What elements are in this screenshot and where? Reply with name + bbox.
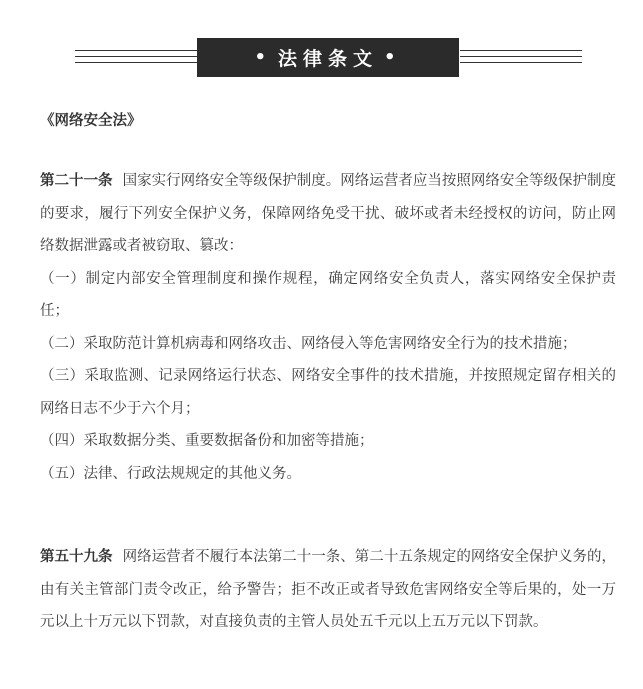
- article-21-item-3: （三）采取监测、记录网络运行状态、网络安全事件的技术措施，并按照规定留存相关的网络日志不少于六个月；: [40, 368, 616, 417]
- law-title: 《网络安全法》: [40, 113, 142, 129]
- section-header: [0, 38, 643, 78]
- article-21-item-2: （二）采取防范计算机病毒和网络攻击、网络侵入等危害网络安全行为的技术措施；: [40, 335, 577, 352]
- article-21-intro-text: 国家实行网络安全等级保护制度。网络运营者应当按照网络安全等级保护制度的要求，履行下列安全保护义务，保障网络免受干扰、破坏或者未经授权的访问，防止网络数据泄露或者被窃取、篡改：: [40, 173, 617, 254]
- bullet-dot-icon: •: [384, 47, 402, 68]
- article-21-item-4: （四）采取数据分类、重要数据备份和加密等措施；: [40, 433, 374, 449]
- section-title-box: [197, 38, 459, 77]
- article-21: [40, 165, 616, 490]
- left-decorative-rules: [75, 50, 197, 64]
- article-21-item-1: （一）制定内部安全管理制度和操作规程，确定网络安全负责人，落实网络安全保护责任；: [40, 270, 616, 319]
- right-decorative-rules: [460, 50, 582, 64]
- divider-line: [460, 50, 582, 51]
- article-59-label: 第五十九条: [40, 549, 113, 565]
- article-59-body-text: 网络运营者不履行本法第二十一条、第二十五条规定的网络安全保护义务的，由有关主管部门责令改正，给予警告；拒不改正或者导致危害网络安全等后果的，处一万元以上十万元以下罚款，对直接负责的主管人员处五千元以上五万元以下罚款。: [40, 549, 617, 630]
- divider-line: [75, 56, 197, 57]
- article-59: [40, 541, 616, 639]
- article-21-intro: [40, 165, 616, 263]
- divider-line: [460, 56, 582, 57]
- divider-line: [75, 62, 197, 63]
- article-21-item-5: （五）法律、行政法规规定的其他义务。: [40, 465, 301, 482]
- divider-line: [460, 62, 582, 63]
- section-title: 法律条文: [277, 48, 378, 70]
- article-59-body: [40, 541, 616, 639]
- divider-line: [75, 50, 197, 51]
- bullet-dot-icon: •: [254, 47, 272, 68]
- article-21-label: 第二十一条: [40, 173, 113, 189]
